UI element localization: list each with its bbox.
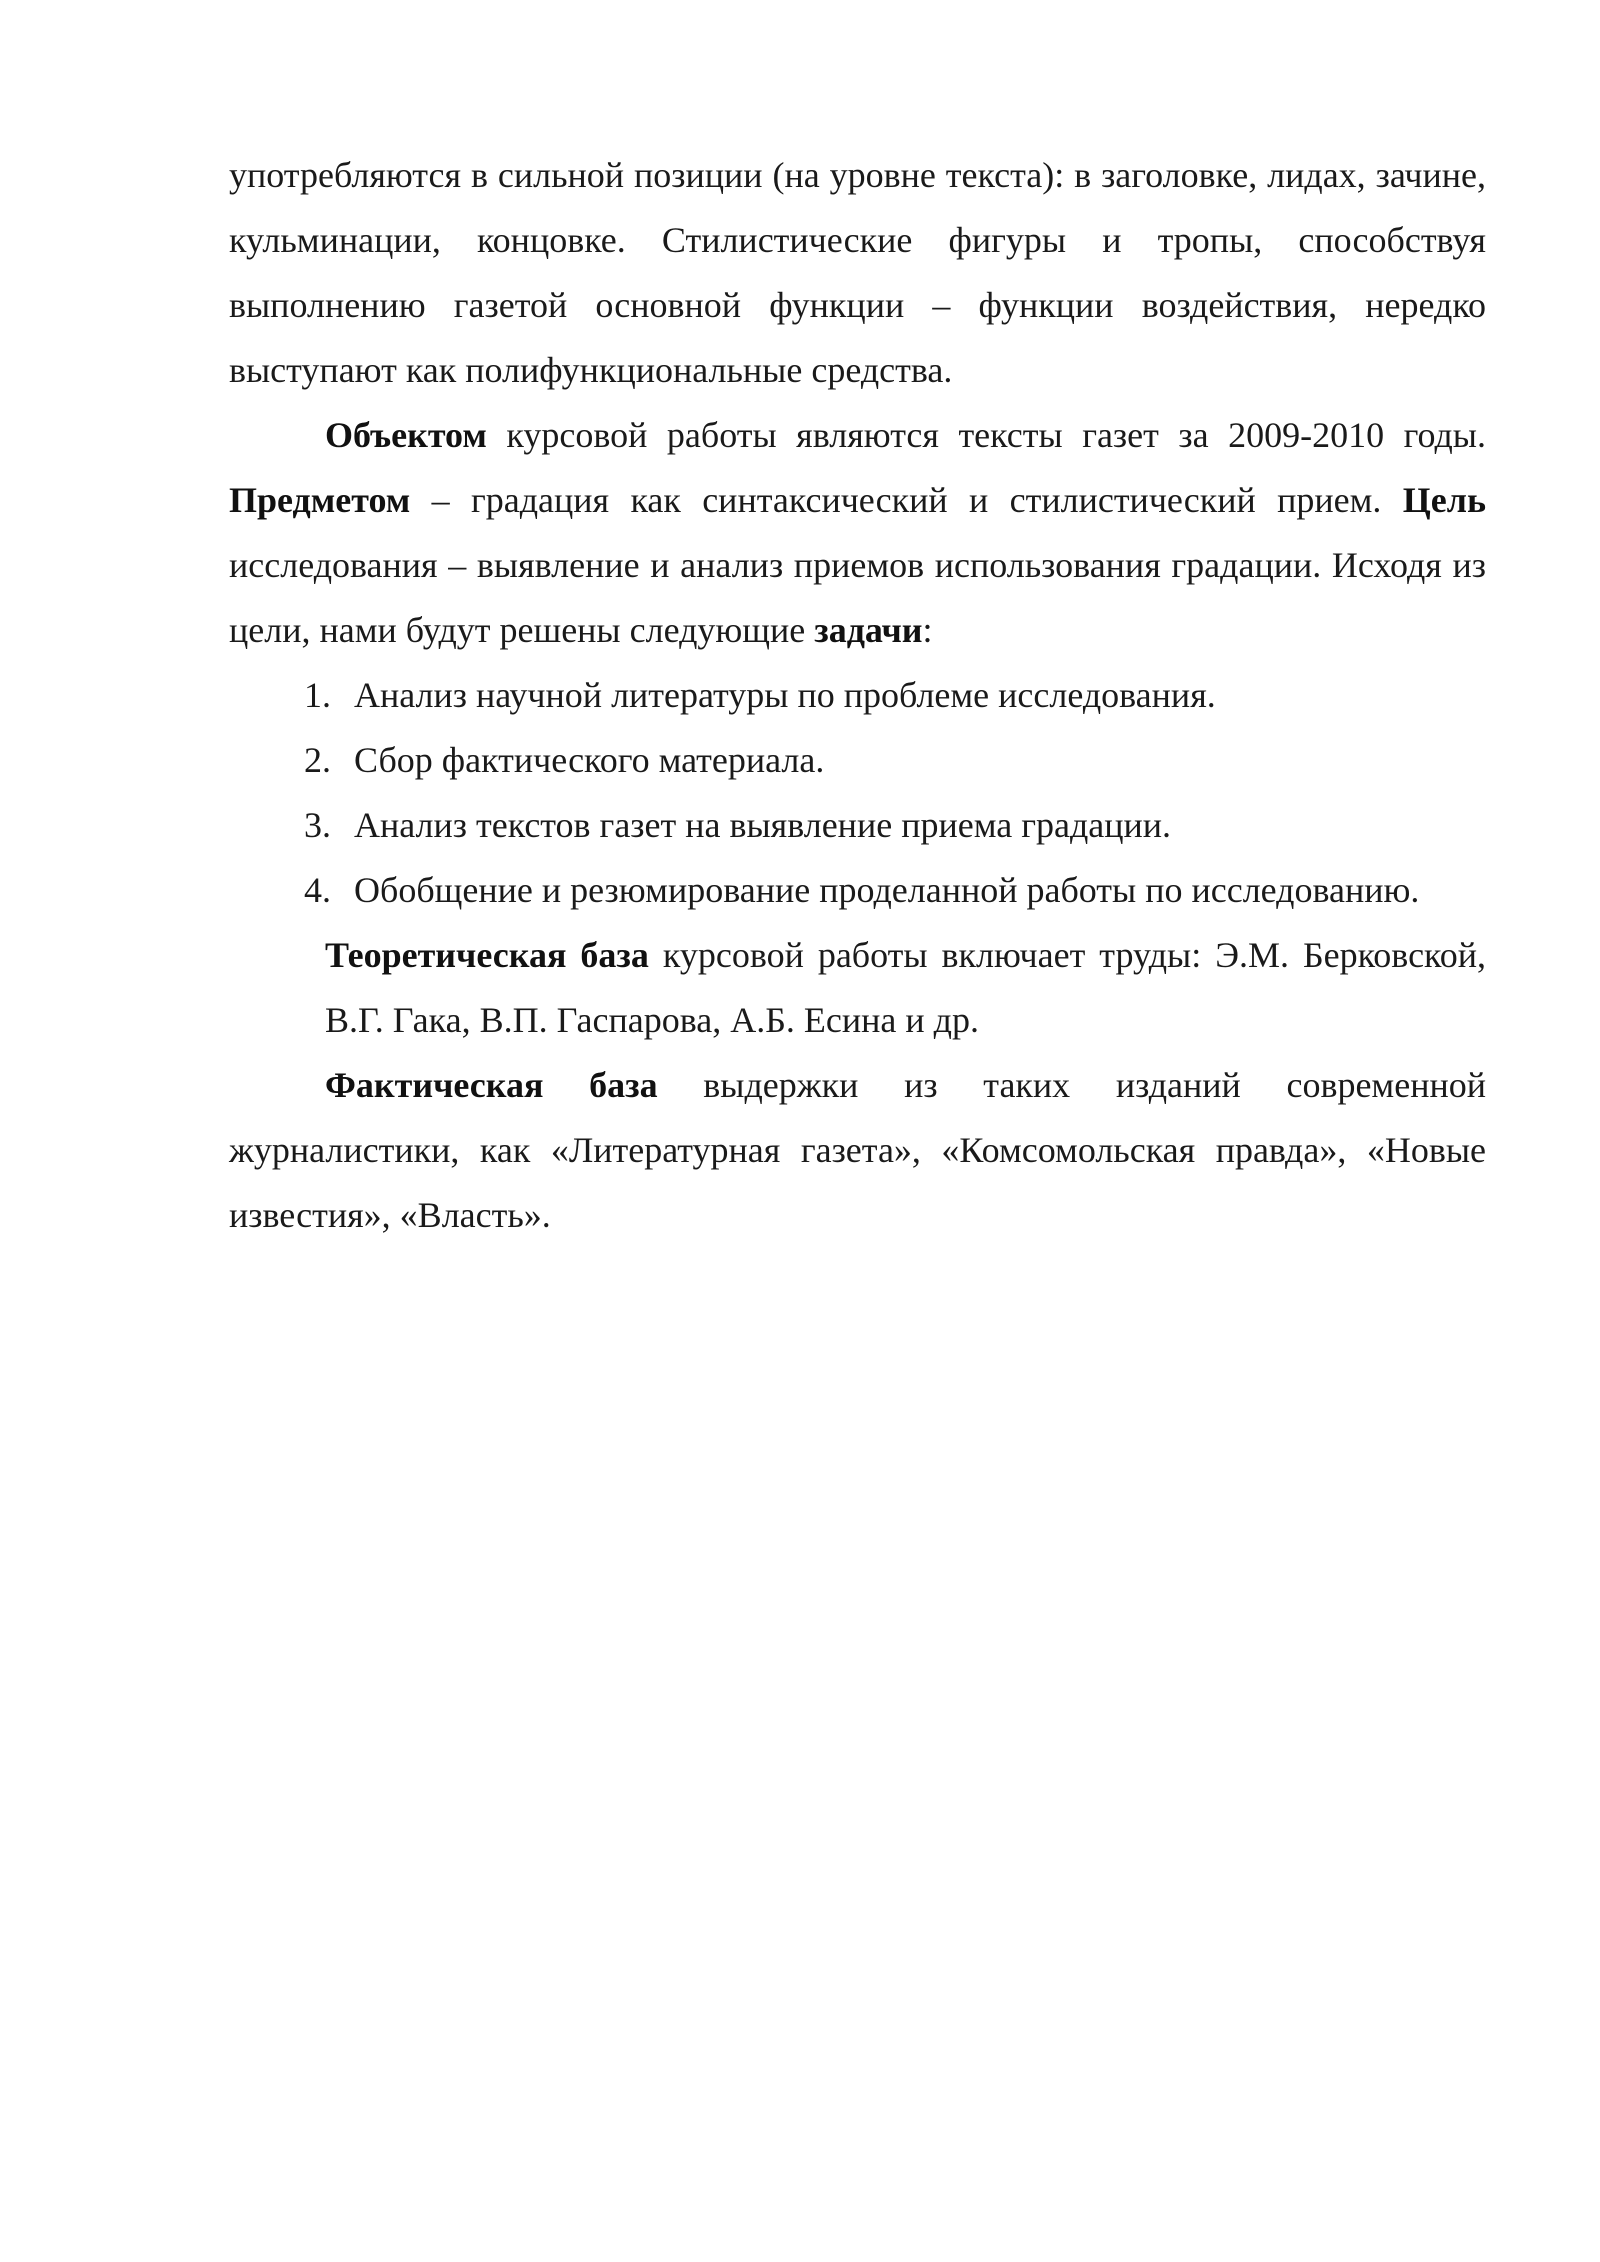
- theoretical-base-text: курсовой работы включает труды: Э.М. Берковской, В.Г. Гака, В.П. Гаспарова, А.Б. Есина и др.: [325, 935, 1486, 1040]
- list-item: [229, 793, 1486, 858]
- paragraph-theoretical-base: [229, 923, 1486, 1053]
- list-item-number: 2.: [304, 740, 331, 780]
- goal-text: исследования – выявление и анализ приемов использования градации. Исходя из цели, нами будут решены следующие: [229, 545, 1486, 650]
- list-item: [229, 728, 1486, 793]
- document-body: [229, 143, 1486, 1248]
- list-item-number: 1.: [304, 675, 331, 715]
- list-item-number: 3.: [304, 805, 331, 845]
- subject-text: – градация как синтаксический и стилистический прием.: [410, 480, 1403, 520]
- paragraph-object-subject-goal: [229, 403, 1486, 663]
- tasks-colon: :: [922, 610, 933, 650]
- list-item-text: Сбор фактического материала.: [354, 740, 825, 780]
- list-item: [229, 858, 1486, 923]
- list-item-text: Анализ текстов газет на выявление приема градации.: [354, 805, 1172, 845]
- list-item-text: Обобщение и резюмирование проделанной работы по исследованию.: [354, 870, 1420, 910]
- list-item-text: Анализ научной литературы по проблеме исследования.: [354, 675, 1216, 715]
- term-goal: Цель: [1402, 480, 1486, 520]
- term-theoretical-base: Теоретическая база: [325, 935, 649, 975]
- term-factual-base: Фактическая база: [325, 1065, 658, 1105]
- paragraph-factual-base: [229, 1053, 1486, 1248]
- list-item-number: 4.: [304, 870, 331, 910]
- list-item: [229, 663, 1486, 728]
- tasks-list: [229, 663, 1486, 923]
- object-text: курсовой работы являются тексты газет за 2009-2010 годы.: [486, 415, 1486, 455]
- paragraph-intro: употребляются в сильной позиции (на уровне текста): в заголовке, лидах, зачине, кульминации, концовке. Стилистические фигуры и тропы, способствуя выполнению газетой основной функции – функции воздействия, нередко выступают как полифункциональные средства.: [229, 155, 1486, 390]
- term-object: Объектом: [325, 415, 487, 455]
- term-subject: Предметом: [229, 480, 411, 520]
- term-tasks: задачи: [814, 610, 923, 650]
- factual-base-text: выдержки из таких изданий современной журналистики, как «Литературная газета», «Комсомольская правда», «Новые известия», «Власть».: [229, 1065, 1486, 1235]
